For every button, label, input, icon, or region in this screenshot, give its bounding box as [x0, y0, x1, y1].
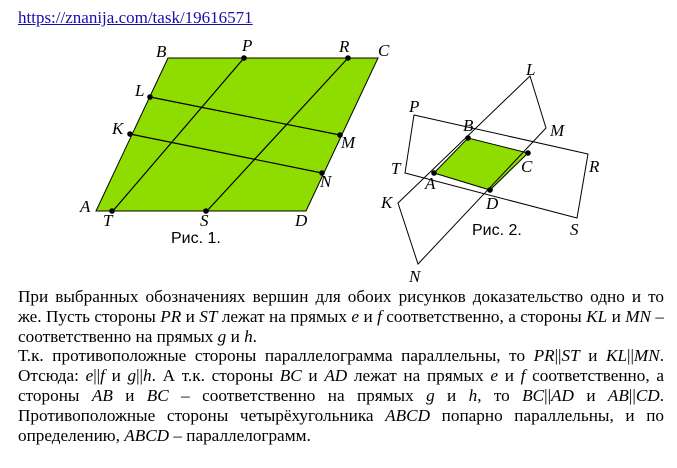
fig1-label-d: D [295, 211, 308, 230]
text-run: и [579, 346, 606, 366]
fig1-label-r: R [339, 37, 350, 56]
text-run: и [607, 306, 626, 326]
math-symbol: KL [586, 306, 608, 326]
math-symbol: e [85, 366, 94, 386]
text-run: соответственно, а стороны [18, 366, 664, 405]
text-run: и [498, 366, 521, 386]
fig2-label-t: T [391, 159, 401, 178]
fig1-label-b: B [156, 42, 167, 61]
text-run: лежат на прямых [217, 306, 352, 326]
math-symbol: ST [199, 306, 218, 326]
math-symbol: MN [625, 306, 651, 326]
fig2-point-c [525, 150, 531, 156]
math-symbol: BC [522, 385, 545, 405]
fig2-label-s: S [570, 220, 579, 239]
text-run: лежат на прямых [347, 366, 491, 386]
fig2-label-b: B [463, 116, 474, 135]
fig1-label-p: P [242, 36, 253, 55]
proof-text [18, 287, 664, 445]
math-symbol: g [426, 385, 435, 405]
source-link[interactable]: https://znanija.com/task/19616571 [18, 8, 253, 27]
text-run: || [554, 346, 562, 366]
text-run: и [226, 326, 245, 346]
text-run: и [434, 385, 469, 405]
figure-1 [79, 36, 390, 247]
fig2-label-l: L [526, 60, 536, 79]
fig1-point-p [241, 55, 247, 61]
math-symbol: AB [91, 385, 113, 405]
math-symbol: h [143, 366, 152, 386]
fig1-label-m: M [341, 133, 356, 152]
math-symbol: AB [607, 385, 629, 405]
fig1-label-t: T [103, 211, 113, 230]
math-symbol: h [468, 385, 478, 405]
math-symbol: ABCD [124, 425, 170, 445]
math-symbol: g [127, 366, 137, 386]
fig1-label-a: A [80, 197, 91, 216]
math-symbol: BC [146, 385, 169, 405]
math-symbol: ST [561, 346, 580, 366]
fig1-label-c: C [378, 41, 390, 60]
figure-2 [380, 60, 600, 286]
fig2-label-p: P [409, 97, 420, 116]
fig2-label-m: M [550, 121, 565, 140]
fig1-label-l: L [135, 81, 145, 100]
math-symbol: BC [279, 366, 302, 386]
text-run: и [181, 306, 200, 326]
fig2-point-b [465, 135, 471, 141]
proof-paragraph-1 [18, 287, 664, 346]
fig1-label-n: N [320, 172, 332, 191]
fig2-label-d: D [486, 194, 499, 213]
fig2-label-n: N [409, 267, 421, 286]
text-run: , то [477, 385, 523, 405]
fig2-point-d [487, 187, 493, 193]
math-symbol: e [351, 306, 360, 326]
text-run: и [359, 306, 378, 326]
fig2-label-k: K [381, 193, 393, 212]
text-run: – соответственно на прямых [18, 306, 664, 346]
math-symbol: AD [551, 385, 574, 405]
text-run: – соответственно на прямых [168, 385, 427, 405]
math-symbol: PR [160, 306, 182, 326]
text-run: || [628, 385, 636, 405]
math-symbol: f [520, 366, 526, 386]
math-symbol: PR [533, 346, 555, 366]
proof-paragraph-2 [18, 346, 664, 445]
text-run: и [573, 385, 608, 405]
math-symbol: CD [635, 385, 660, 405]
text-run: || [93, 366, 101, 386]
text-run: || [544, 385, 552, 405]
text-run: и [301, 366, 325, 386]
math-symbol: f [100, 366, 105, 386]
text-run: соответственно, а стороны [381, 306, 587, 326]
text-run: . А т.к. стороны [151, 366, 280, 386]
math-symbol: MN [633, 346, 660, 366]
text-run: и [104, 366, 128, 386]
math-symbol: g [217, 326, 227, 346]
fig1-point-k [127, 131, 133, 137]
math-symbol: f [377, 306, 382, 326]
fig1-point-l [147, 94, 153, 100]
text-run: . Противоположные стороны четырёхугольника [18, 385, 664, 425]
math-symbol: KL [606, 346, 628, 366]
text-run: и [112, 385, 147, 405]
fig1-caption: Рис. 1. [171, 230, 221, 247]
math-symbol: AD [324, 366, 348, 386]
math-symbol: h [244, 326, 253, 346]
fig2-label-a: A [425, 174, 436, 193]
fig2-label-c: C [521, 157, 533, 176]
fig1-point-r [345, 55, 351, 61]
fig2-parallelogram-abcd [434, 138, 528, 190]
fig2-label-r: R [589, 157, 600, 176]
math-symbol: ABCD [385, 405, 431, 425]
text-run: Т.к. противоположные стороны параллелограмма параллельны, то [18, 346, 534, 366]
text-run: || [136, 366, 143, 386]
fig2-caption: Рис. 2. [472, 222, 522, 239]
text-run: При выбранных обозначениях вершин для обоих рисунков доказательство одно и то же. Пусть стороны [18, 287, 664, 326]
text-run: – параллелограмм. [169, 425, 311, 445]
text-run: . [252, 326, 257, 346]
fig1-label-s: S [200, 211, 209, 230]
text-run: . Отсюда: [18, 346, 664, 386]
math-symbol: e [490, 366, 499, 386]
fig1-label-k: K [112, 119, 124, 138]
text-run: || [627, 346, 634, 366]
text-run: попарно параллельны, и по определению, [18, 405, 664, 445]
